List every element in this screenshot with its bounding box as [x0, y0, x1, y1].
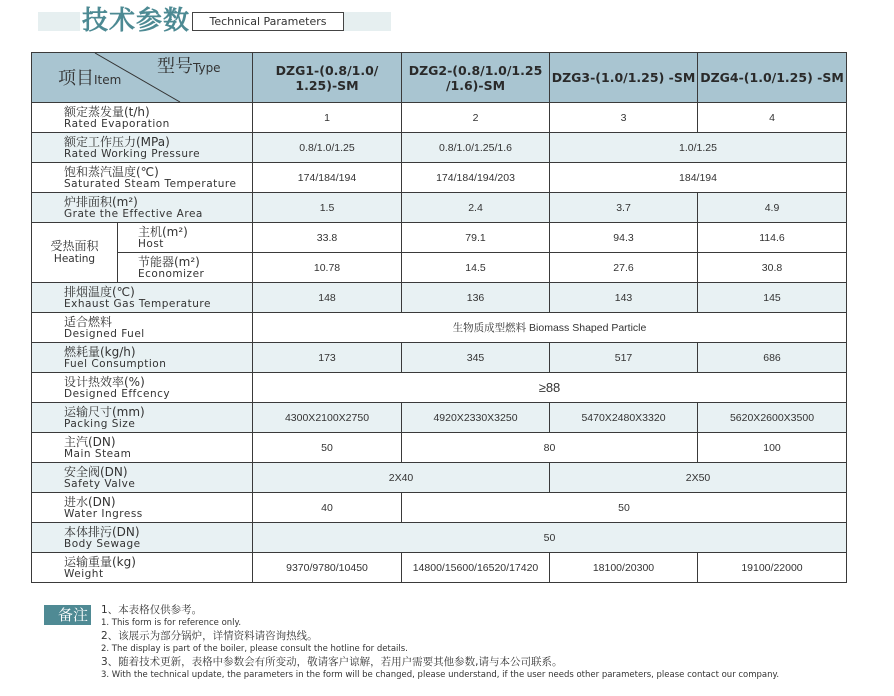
- cell-value: 18100/20300: [550, 553, 698, 583]
- cell-value: 0.8/1.0/1.25/1.6: [402, 133, 550, 163]
- table-row-weight: [32, 553, 847, 583]
- heating-group-label: 受热面积 Heating: [32, 223, 118, 283]
- table-row-main-steam: [32, 433, 847, 463]
- page-title: 技术参数: [80, 5, 194, 37]
- row-label: 适合燃料 Designed Fuel: [32, 313, 253, 343]
- table-row-packing-size: [32, 403, 847, 433]
- cell-value: 100: [698, 433, 847, 463]
- cell-value: 173: [253, 343, 402, 373]
- cell-value: 33.8: [253, 223, 402, 253]
- cell-value: 27.6: [550, 253, 698, 283]
- cell-value: 50: [402, 493, 847, 523]
- cell-value: 686: [698, 343, 847, 373]
- cell-value: 114.6: [698, 223, 847, 253]
- cell-value: 517: [550, 343, 698, 373]
- table-corner-header: [32, 53, 253, 103]
- row-label: 额定工作压力(MPa) Rated Working Pressure: [32, 133, 253, 163]
- cell-value: 生物质成型燃料 Biomass Shaped Particle: [253, 313, 847, 343]
- cell-value: 50: [253, 433, 402, 463]
- cell-value: 4920X2330X3250: [402, 403, 550, 433]
- row-label: 燃耗量(kg/h) Fuel Consumption: [32, 343, 253, 373]
- cell-value: 143: [550, 283, 698, 313]
- table-row-safety-valve: [32, 463, 847, 493]
- note-cn-1: 1、本表格仅供参考。: [101, 604, 203, 616]
- table-row-working-pressure: [32, 133, 847, 163]
- table-row-grate-area: [32, 193, 847, 223]
- table-row-rated-evaporation: [32, 103, 847, 133]
- row-label: 本体排污(DN) Body Sewage: [32, 523, 253, 553]
- cell-value: 80: [402, 433, 698, 463]
- row-label: 运输重量(kg) Weight: [32, 553, 253, 583]
- cell-value: 1.0/1.25: [550, 133, 847, 163]
- cell-value: 174/184/194/203: [402, 163, 550, 193]
- cell-value: 5620X2600X3500: [698, 403, 847, 433]
- cell-value: 50: [253, 523, 847, 553]
- cell-value: 9370/9780/10450: [253, 553, 402, 583]
- cell-value: 14.5: [402, 253, 550, 283]
- model-header-dzg3: DZG3-(1.0/1.25) -SM: [550, 53, 698, 103]
- row-sublabel: 节能器(m²) Economizer: [118, 253, 253, 283]
- table-row-efficiency: [32, 373, 847, 403]
- notes-list: [101, 604, 779, 682]
- cell-value: 4: [698, 103, 847, 133]
- technical-parameters-table: [31, 52, 847, 583]
- cell-value: 1: [253, 103, 402, 133]
- row-sublabel: 主机(m²) Host: [118, 223, 253, 253]
- table-row-body-sewage: [32, 523, 847, 553]
- cell-value: 136: [402, 283, 550, 313]
- table-row-fuel-consumption: [32, 343, 847, 373]
- cell-value: ≥88: [253, 373, 847, 403]
- cell-value: 40: [253, 493, 402, 523]
- item-header: 项目Item: [58, 68, 122, 89]
- cell-value: 184/194: [550, 163, 847, 193]
- row-label: 额定蒸发量(t/h) Rated Evaporation: [32, 103, 253, 133]
- row-label: 饱和蒸汽温度(℃) Saturated Steam Temperature: [32, 163, 253, 193]
- model-header-dzg4: DZG4-(1.0/1.25) -SM: [698, 53, 847, 103]
- cell-value: 94.3: [550, 223, 698, 253]
- table-row-heating-economizer: [32, 253, 847, 283]
- cell-value: 10.78: [253, 253, 402, 283]
- cell-value: 174/184/194: [253, 163, 402, 193]
- row-label: 安全阀(DN) Safety Valve: [32, 463, 253, 493]
- cell-value: 2X40: [253, 463, 550, 493]
- row-label: 运输尺寸(mm) Packing Size: [32, 403, 253, 433]
- cell-value: 2X50: [550, 463, 847, 493]
- cell-value: 0.8/1.0/1.25: [253, 133, 402, 163]
- row-label: 主汽(DN) Main Steam: [32, 433, 253, 463]
- cell-value: 3: [550, 103, 698, 133]
- table-row-water-ingress: [32, 493, 847, 523]
- cell-value: 19100/22000: [698, 553, 847, 583]
- cell-value: 4.9: [698, 193, 847, 223]
- note-en-1: 1. This form is for reference only.: [101, 618, 242, 628]
- row-label: 设计热效率(%) Designed Effcency: [32, 373, 253, 403]
- row-label: 进水(DN) Water Ingress: [32, 493, 253, 523]
- table-row-steam-temperature: [32, 163, 847, 193]
- cell-value: 148: [253, 283, 402, 313]
- note-cn-2: 2、该展示为部分锅炉，详情资料请咨询热线。: [101, 630, 318, 642]
- cell-value: 30.8: [698, 253, 847, 283]
- model-header-dzg1: DZG1-(0.8/1.0/ 1.25)-SM: [253, 53, 402, 103]
- cell-value: 5470X2480X3320: [550, 403, 698, 433]
- cell-value: 2: [402, 103, 550, 133]
- row-label: 排烟温度(℃) Exhaust Gas Temperature: [32, 283, 253, 313]
- cell-value: 1.5: [253, 193, 402, 223]
- note-cn-3: 3、随着技术更新，表格中参数会有所变动，敬请客户谅解，若用户需要其他参数,请与本公司联系。: [101, 656, 563, 668]
- cell-value: 345: [402, 343, 550, 373]
- cell-value: 2.4: [402, 193, 550, 223]
- page-subtitle: Technical Parameters: [192, 12, 344, 31]
- cell-value: 14800/15600/16520/17420: [402, 553, 550, 583]
- cell-value: 145: [698, 283, 847, 313]
- table-row-exhaust-temperature: [32, 283, 847, 313]
- type-header: 型号Type: [157, 56, 221, 77]
- table-row-heating-host: [32, 223, 847, 253]
- notes-badge: 备注: [44, 605, 91, 625]
- cell-value: 79.1: [402, 223, 550, 253]
- row-label: 炉排面积(m²) Grate the Effective Area: [32, 193, 253, 223]
- table-row-designed-fuel: [32, 313, 847, 343]
- model-header-dzg2: DZG2-(0.8/1.0/1.25 /1.6)-SM: [402, 53, 550, 103]
- cell-value: 3.7: [550, 193, 698, 223]
- cell-value: 4300X2100X2750: [253, 403, 402, 433]
- note-en-3: 3. With the technical update, the parameters in the form will be changed, please understand, if the user needs other parameters, please contact our company.: [101, 670, 780, 680]
- note-en-2: 2. The display is part of the boiler, please consult the hotline for details.: [101, 644, 408, 654]
